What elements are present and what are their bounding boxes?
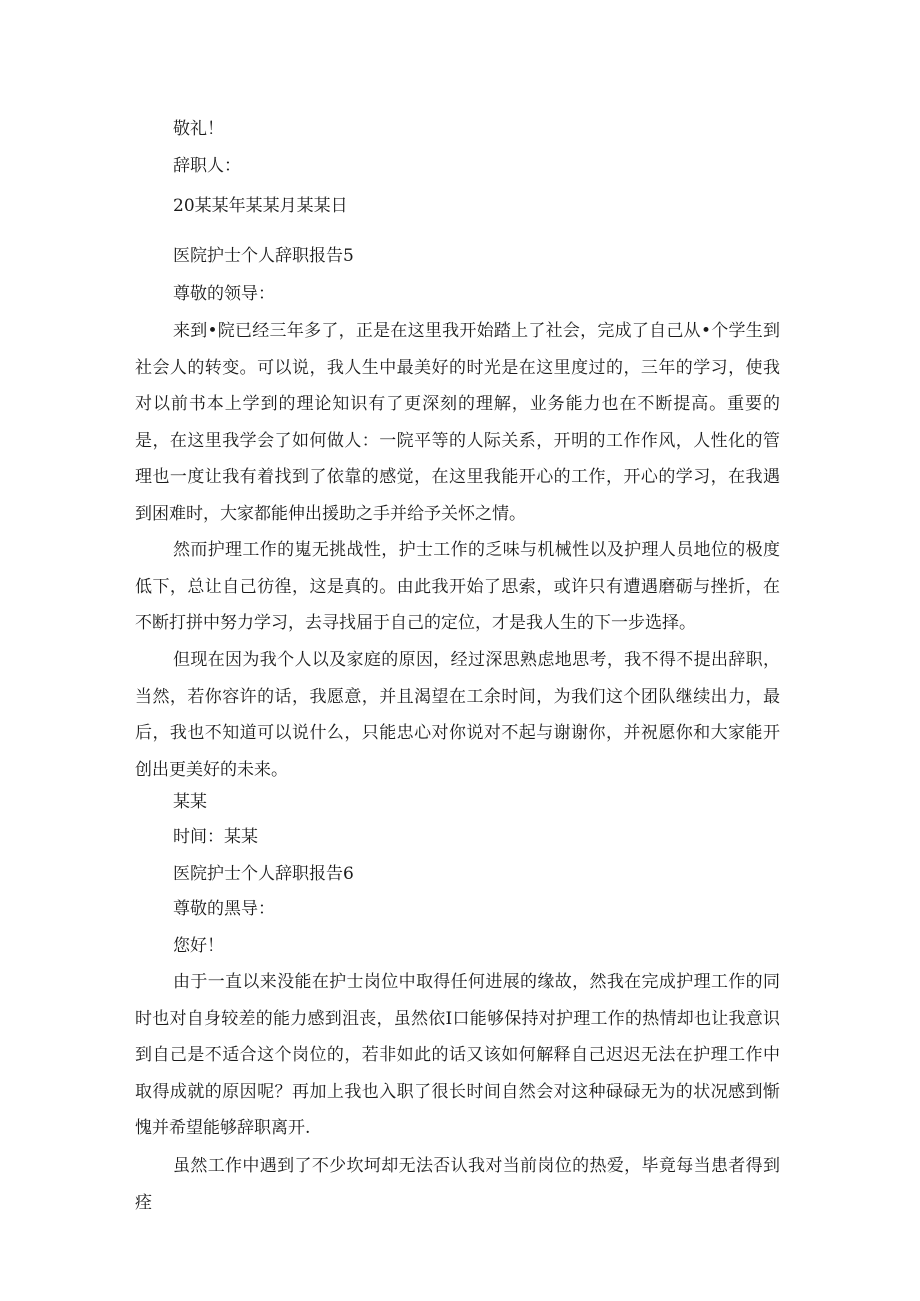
report5-paragraph-3: 但现在因为我个人以及家庭的原因，经过深思熟虑地思考，我不得不提出辞职，当然，若你容许的话，我愿意，并且渴望在工余时间，为我们这个团队继续出力，最后，我也不知道可以说什么，只能忠心对你说对不起与谢谢你，并祝愿你和大家能开创出更美好的未来。 <box>135 650 780 780</box>
report5-time-line: 时间：某某 <box>173 827 258 847</box>
signer-label: 辞职人： <box>173 156 241 176</box>
report5-paragraph-1: 来到•院已经三年多了，正是在这里我开始踏上了社会，完成了自己从•个学生到社会人的转变。可以说，我人生中最美好的时光是在这里度过的，三年的学习，使我对以前书本上学到的理论知识有了更深刻的理解，业务能力也在不断提高。重要的是，在这里我学会了如何做人：一院平等的人际关系，开明的工作作风，人性化的管理也一度让我有着找到了依靠的感觉，在这里我能开心的工作，开心的学习，在我遇到困难时，大家都能伸出援助之手并给予关怀之情。 <box>135 321 780 524</box>
report6-greeting: 您好！ <box>173 936 224 956</box>
report6-title: 医院护士个人辞职报告6 <box>173 864 354 884</box>
report5-paragraph-2: 然而护理工作的嵬无挑战性，护士工作的乏味与机械性以及护理人员地位的极度低下，总让自己彷徨，这是真的。由此我开始了思索，或许只有遭遇磨砺与挫折，在不断打拼中努力学习，去寻找届于自己的定位，才是我人生的下一步选择。 <box>135 540 780 634</box>
report5-title: 医院护士个人辞职报告5 <box>173 246 354 266</box>
report6-paragraph-2: 虽然工作中遇到了不少坎坷却无法否认我对当前岗位的热爱，毕竟每当患者得到痊 <box>135 1156 780 1213</box>
report5-salutation: 尊敬的领导： <box>173 284 275 304</box>
report5-signature: 某某 <box>173 792 207 812</box>
report6-salutation: 尊敬的黑导： <box>173 899 275 919</box>
date-line: 20某某年某某月某某日 <box>173 196 348 216</box>
report6-paragraph-1: 由于一直以来没能在护士岗位中取得任何进展的缘故，然我在完成护理工作的同时也对自身较差的能力感到沮丧，虽然依I口能够保持对护理工作的热情却也让我意识到自己是不适合这个岗位的，若非如此的话又该如何解释自己迟迟无法在护理工作中取得成就的原因呢？再加上我也入职了很长时间自然会对这种碌碌无为的状况感到惭愧并希望能够辞职离开. <box>135 972 780 1139</box>
closing-line: 敬礼！ <box>173 119 224 139</box>
